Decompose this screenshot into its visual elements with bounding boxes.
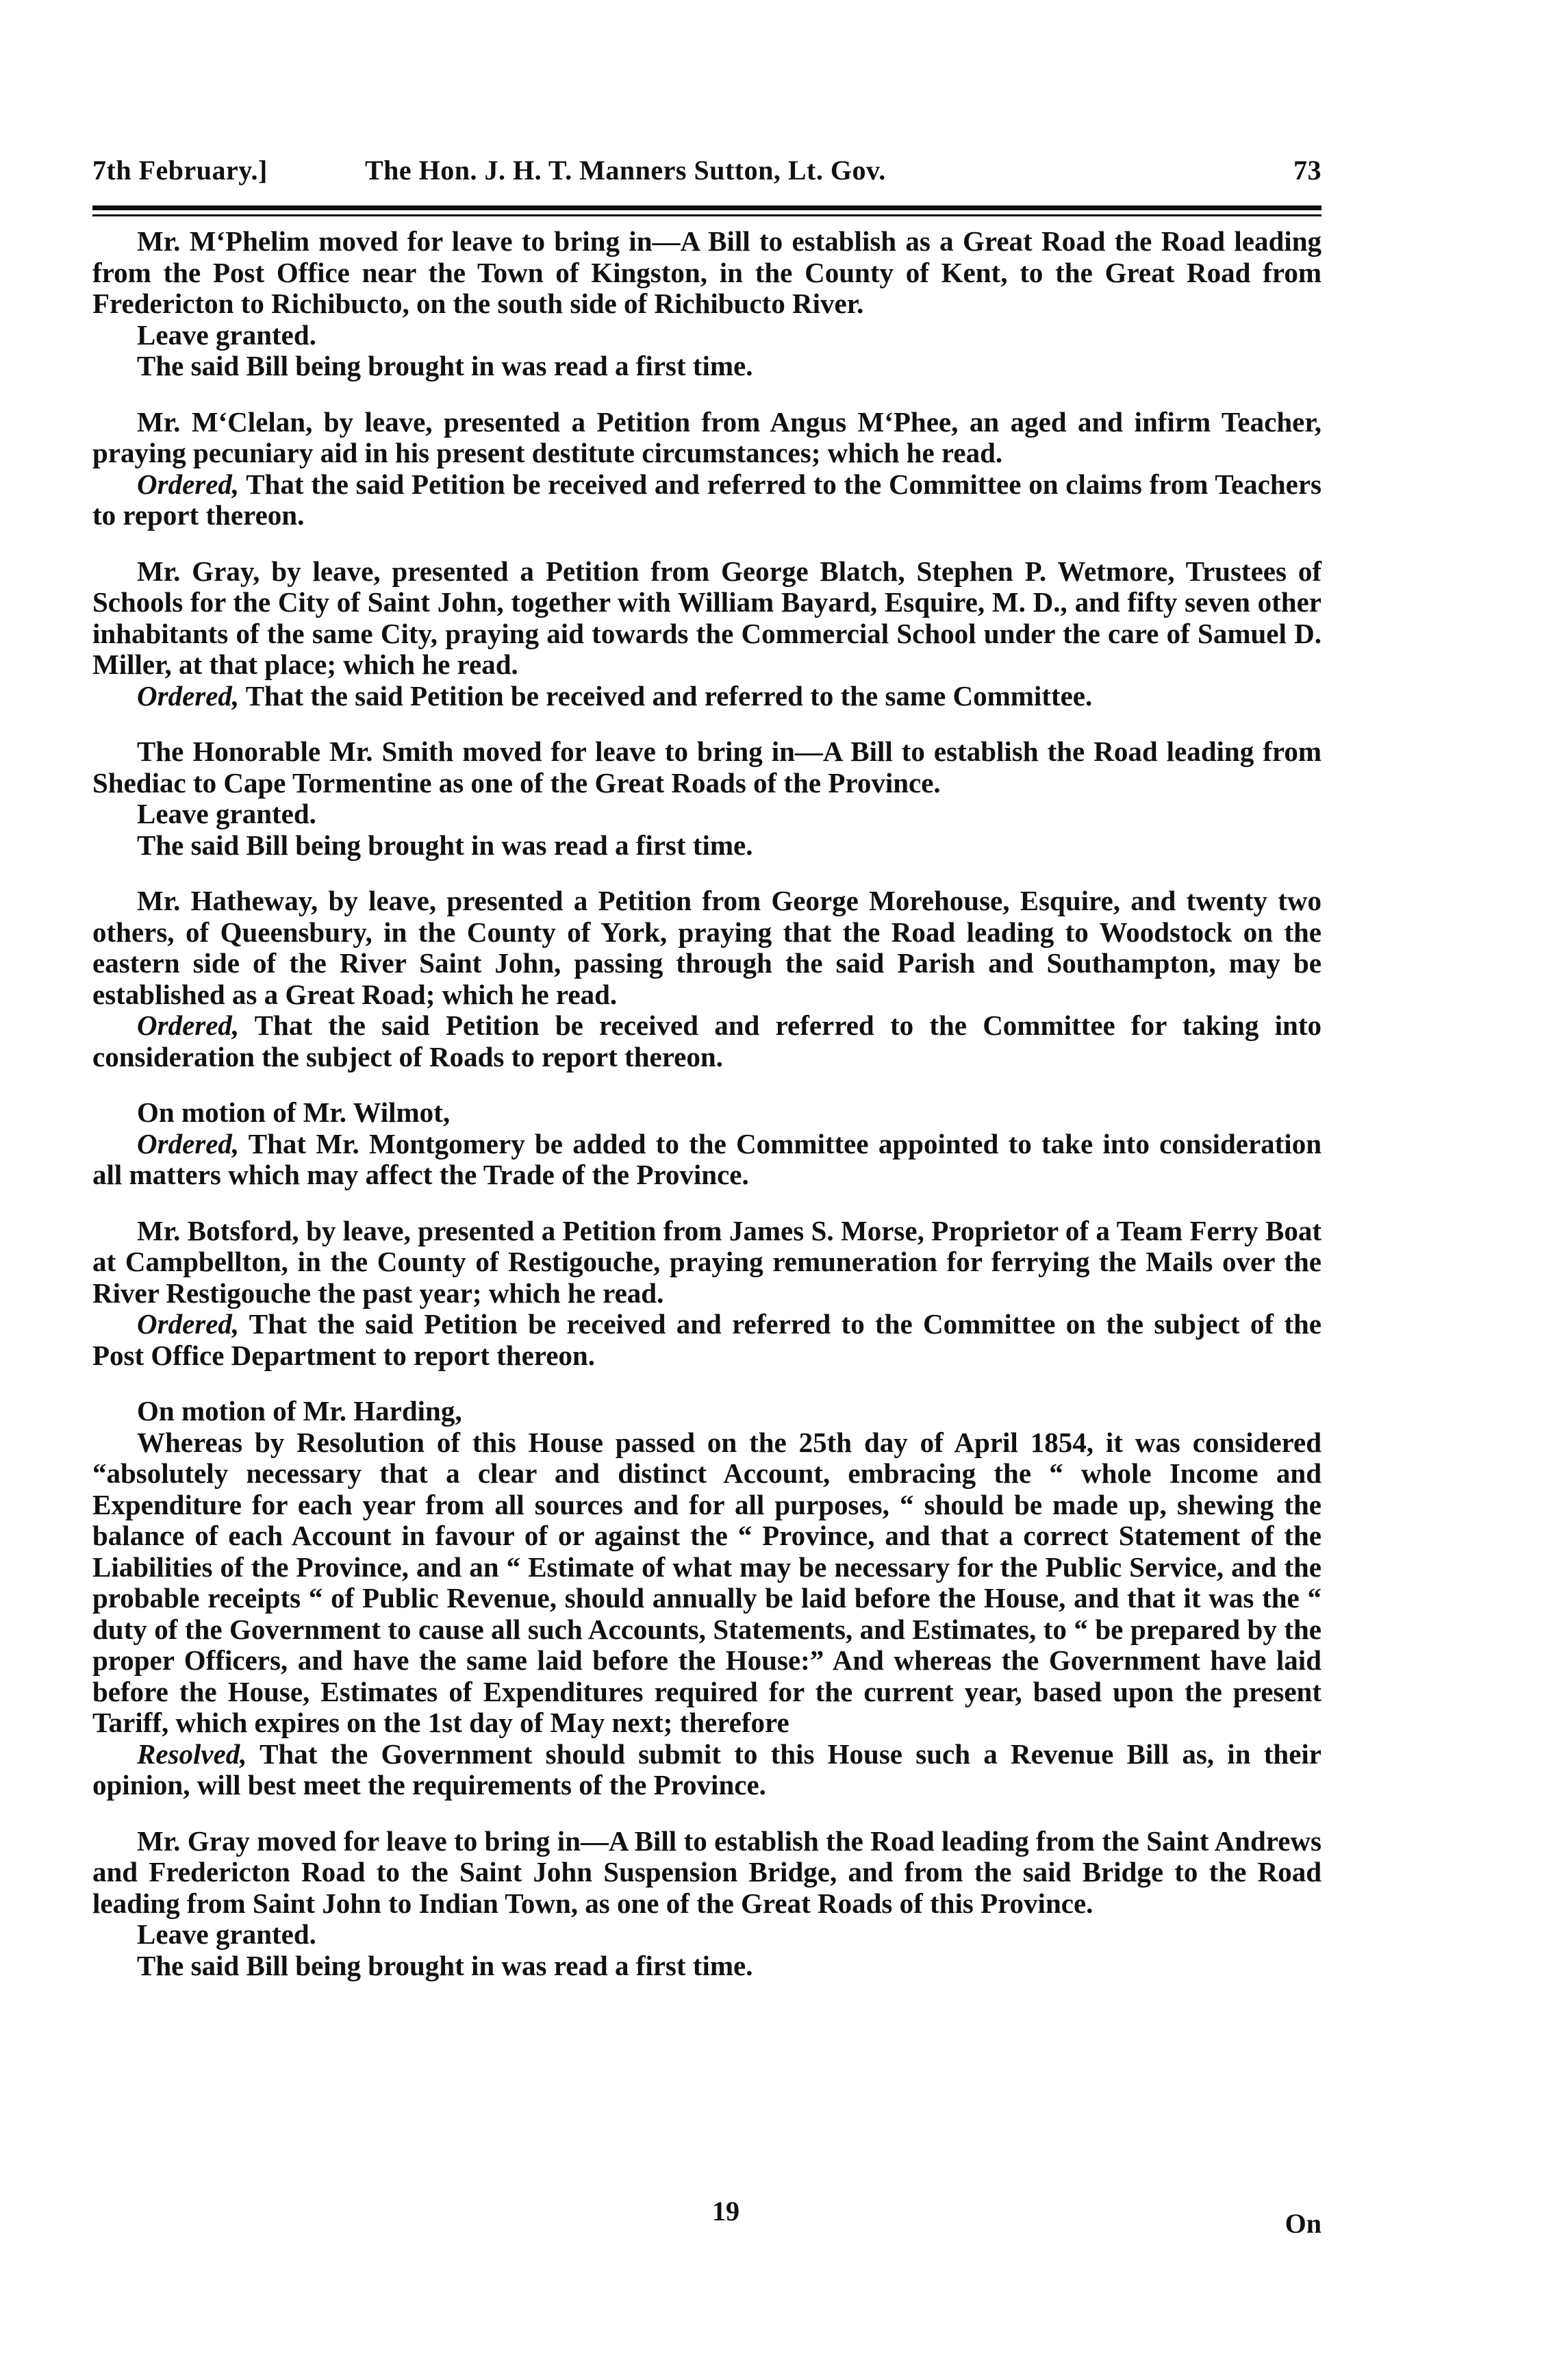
paragraph-smith-bill: The Honorable Mr. Smith moved for leave to bring in—A Bill to establish the Road leading from Shediac to Cape Tormentine as one of the Great Roads of the Province.	[92, 736, 1322, 799]
ordered-text: That the said Petition be received and referred to the Committee on claims from Teachers to report thereon.	[92, 468, 1322, 531]
header-title: The Hon. J. H. T. Manners Sutton, Lt. Gov.	[365, 155, 886, 186]
ordered-text: That the said Petition be received and referred to the Committee for taking into consideration the subject of Roads to report thereon.	[92, 1010, 1322, 1073]
header-rule-thick	[92, 205, 1322, 210]
first-reading: The said Bill being brought in was read a first time.	[137, 829, 753, 861]
first-reading: The said Bill being brought in was read a first time.	[137, 350, 753, 381]
header-date: 7th February.]	[92, 155, 268, 186]
ordered-label: Ordered,	[137, 1308, 240, 1340]
paragraph-mclelan-petition: Mr. M‘Clelan, by leave, presented a Petition from Angus M‘Phee, an aged and infirm Teacher, praying pecuniary aid in his present destitute circumstances; which he read.	[92, 405, 1322, 468]
running-header	[92, 140, 1322, 188]
paragraph-hatheway-petition: Mr. Hatheway, by leave, presented a Petition from George Morehouse, Esquire, and twenty two others, of Queensbury, in the County of York, praying that the Road leading to Woodstock on the eastern side of the River Saint John, passing through the said Parish and Southampton, may be established as a Great Road; which he read.	[92, 885, 1322, 1010]
header-rule-thin	[92, 214, 1322, 216]
paragraph-gray-bill: Mr. Gray moved for leave to bring in—A Bill to establish the Road leading from the Saint Andrews and Fredericton Road to the Saint John Suspension Bridge, and from the said Bridge to the Road leading from Saint John to Indian Town, as one of the Great Roads of this Province.	[92, 1825, 1322, 1919]
paragraph-botsford-petition: Mr. Botsford, by leave, presented a Petition from James S. Morse, Proprietor of a Team Ferry Boat at Campbellton, in the County of Restigouche, praying remuneration for ferrying the Mails over the River Restigouche the past year; which he read.	[92, 1214, 1322, 1309]
first-reading: The said Bill being brought in was read a first time.	[137, 1949, 753, 1981]
ordered-text: That the said Petition be received and referred to the same Committee.	[245, 679, 1093, 712]
ordered-text: That Mr. Montgomery be added to the Committee appointed to take into consideration all matters which may affect the Trade of the Province.	[92, 1127, 1322, 1190]
motion-harding: On motion of Mr. Harding,	[137, 1395, 462, 1427]
ordered-paragraph	[92, 681, 1322, 712]
ordered-text: That the said Petition be received and referred to the Committee on the subject of the Post Office Department to report thereon.	[92, 1308, 1322, 1371]
signature-mark: 19	[712, 2196, 739, 2227]
page-number: 73	[1293, 155, 1322, 186]
resolved-label: Resolved,	[137, 1738, 247, 1770]
leave-granted: Leave granted.	[137, 318, 316, 351]
motion-wilmot: On motion of Mr. Wilmot,	[137, 1096, 451, 1128]
catchword: On	[1285, 2208, 1322, 2239]
page-footer	[92, 2195, 1322, 2243]
resolved-text: That the Government should submit to this House such a Revenue Bill as, in their opinion, will best meet the requirements of the Province.	[92, 1738, 1322, 1801]
paragraph-gray-petition: Mr. Gray, by leave, presented a Petition from George Blatch, Stephen P. Wetmore, Trustees of Schools for the City of Saint John, together with William Bayard, Esquire, M. D., and fifty seven other inhabitants of the same City, praying aid towards the Commercial School under the care of Samuel D. Miller, at that place; which he read.	[92, 555, 1322, 680]
ordered-label: Ordered,	[137, 468, 240, 500]
page-body	[92, 226, 1322, 1981]
paragraph-mphelim-bill: Mr. M‘Phelim moved for leave to bring in—A Bill to establish as a Great Road the Road leading from the Post Office near the Town of Kingston, in the County of Kent, to the Great Road from Fredericton to Richibucto, on the south side of Richibucto River.	[92, 225, 1322, 319]
ordered-label: Ordered,	[137, 1010, 240, 1041]
ordered-paragraph	[92, 469, 1322, 531]
whereas-resolution: Whereas by Resolution of this House passed on the 25th day of April 1854, it was considered “absolutely necessary that a clear and distinct Account, embracing the “ whole Income and Expenditure for each year from all sources and for all purposes, “ should be made up, shewing the balance of each Account in favour of or against the “ Province, and that a correct Statement of the Liabilities of the Province, and an “ Estimate of what may be necessary for the Public Service, and the probable receipts “ of Public Revenue, should annually be laid before the House, and that it was the “ duty of the Government to cause all such Accounts, Statements, and Estimates, to “ be prepared by the proper Officers, and have the same laid before the House:” And whereas the Government have laid before the House, Estimates of Expenditures required for the current year, based upon the present Tariff, which expires on the 1st day of May next; therefore	[92, 1426, 1322, 1738]
ordered-label: Ordered,	[137, 1127, 240, 1160]
ordered-paragraph	[92, 1309, 1322, 1371]
ordered-paragraph	[92, 1129, 1322, 1191]
leave-granted: Leave granted.	[137, 798, 316, 829]
leave-granted: Leave granted.	[137, 1918, 316, 1950]
ordered-paragraph	[92, 1010, 1322, 1073]
resolved-paragraph	[92, 1739, 1322, 1801]
ordered-label: Ordered,	[137, 679, 240, 712]
